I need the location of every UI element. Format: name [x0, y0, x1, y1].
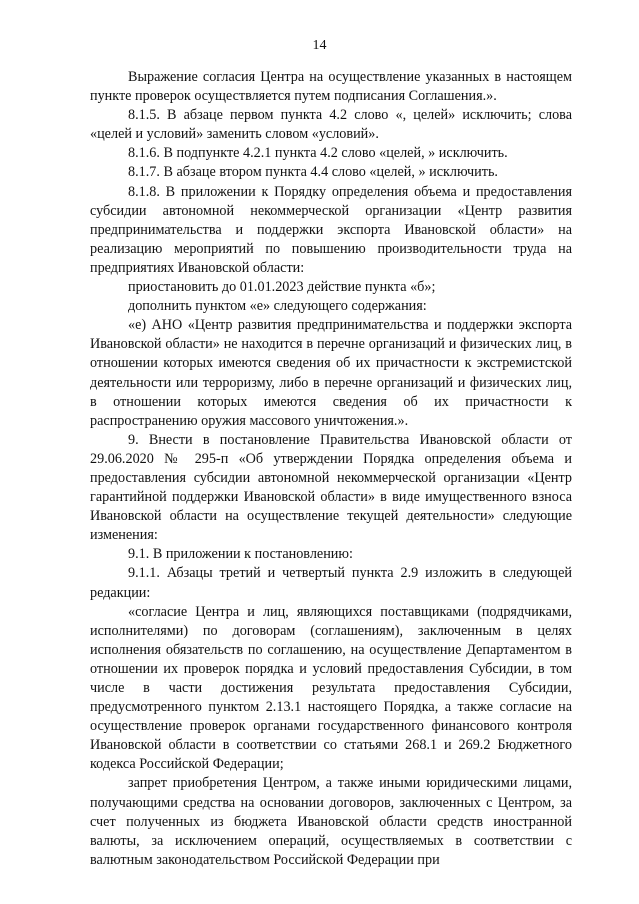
paragraph: 8.1.8. В приложении к Порядку определения объема и предоставления субсидии автономной некоммерческой организации «Центр развития предпринимательства и поддержки экспорта Ивановской области» на реализацию мероприятий по повышению производительности труда на предприятиях Ивановской области: — [90, 183, 572, 276]
page-number: 14 — [312, 38, 327, 53]
paragraph: «согласие Центра и лиц, являющихся поставщиками (подрядчиками, исполнителями) по договорам (соглашениям), заключенным в целях исполнения обязательств по соглашению, на осуществление Департаментом в отношении их проверок порядка и условий предоставления Субсидии, в том числе в части достижения результата предоставления Субсидии, предусмотренного пунктом 2.13.1 настоящего Порядка, а также согласие на осуществление проверок органами государственного финансового контроля Ивановской области в соответствии со статьями 268.1 и 269.2 Бюджетного кодекса Российской Федерации; — [90, 603, 572, 773]
paragraph: 9. Внести в постановление Правительства Ивановской области от 29.06.2020 № 295-п «Об утверждении Порядка определения объема и предоставления субсидии автономной некоммерческой организации «Центр гарантийной поддержки Ивановской области» в виде имущественного взноса Ивановской области на осуществление текущей деятельности» следующие изменения: — [90, 431, 572, 544]
paragraph: приостановить до 01.01.2023 действие пункта «б»; — [128, 279, 436, 296]
paragraph: дополнить пунктом «е» следующего содержания: — [128, 298, 427, 315]
paragraph: 9.1. В приложении к постановлению: — [128, 546, 353, 563]
paragraph: 8.1.6. В подпункте 4.2.1 пункта 4.2 слово «целей, » исключить. — [128, 145, 508, 162]
paragraph: «е) АНО «Центр развития предпринимательства и поддержки экспорта Ивановской области» не находится в перечне организаций и физических лиц, в отношении которых имеются сведения об их причастности к экстремистской деятельности или терроризму, либо в перечне организаций и физических лиц, в отношении которых имеются сведения об их причастности к распространению оружия массового уничтожения.». — [90, 317, 572, 429]
paragraph: Выражение согласия Центра на осуществление указанных в настоящем пункте проверок осуществляется путем подписания Соглашения.». — [90, 69, 572, 105]
paragraph: 8.1.7. В абзаце втором пункта 4.4 слово «целей, » исключить. — [128, 164, 498, 181]
paragraph: 9.1.1. Абзацы третий и четвертый пункта 2.9 изложить в следующей редакции: — [90, 565, 572, 601]
paragraph: запрет приобретения Центром, а также иными юридическими лицами, получающими средства на основании договоров, заключенных с Центром, за счет полученных из бюджета Ивановской области средств иностранной валюты, за исключением операций, осуществляемых в соответствии с валютным законодательством Российской Федерации при — [90, 775, 572, 868]
document-body — [90, 68, 572, 870]
paragraph: 8.1.5. В абзаце первом пункта 4.2 слово «, целей» исключить; слова «целей и условий» заменить словом «условий». — [90, 107, 572, 143]
